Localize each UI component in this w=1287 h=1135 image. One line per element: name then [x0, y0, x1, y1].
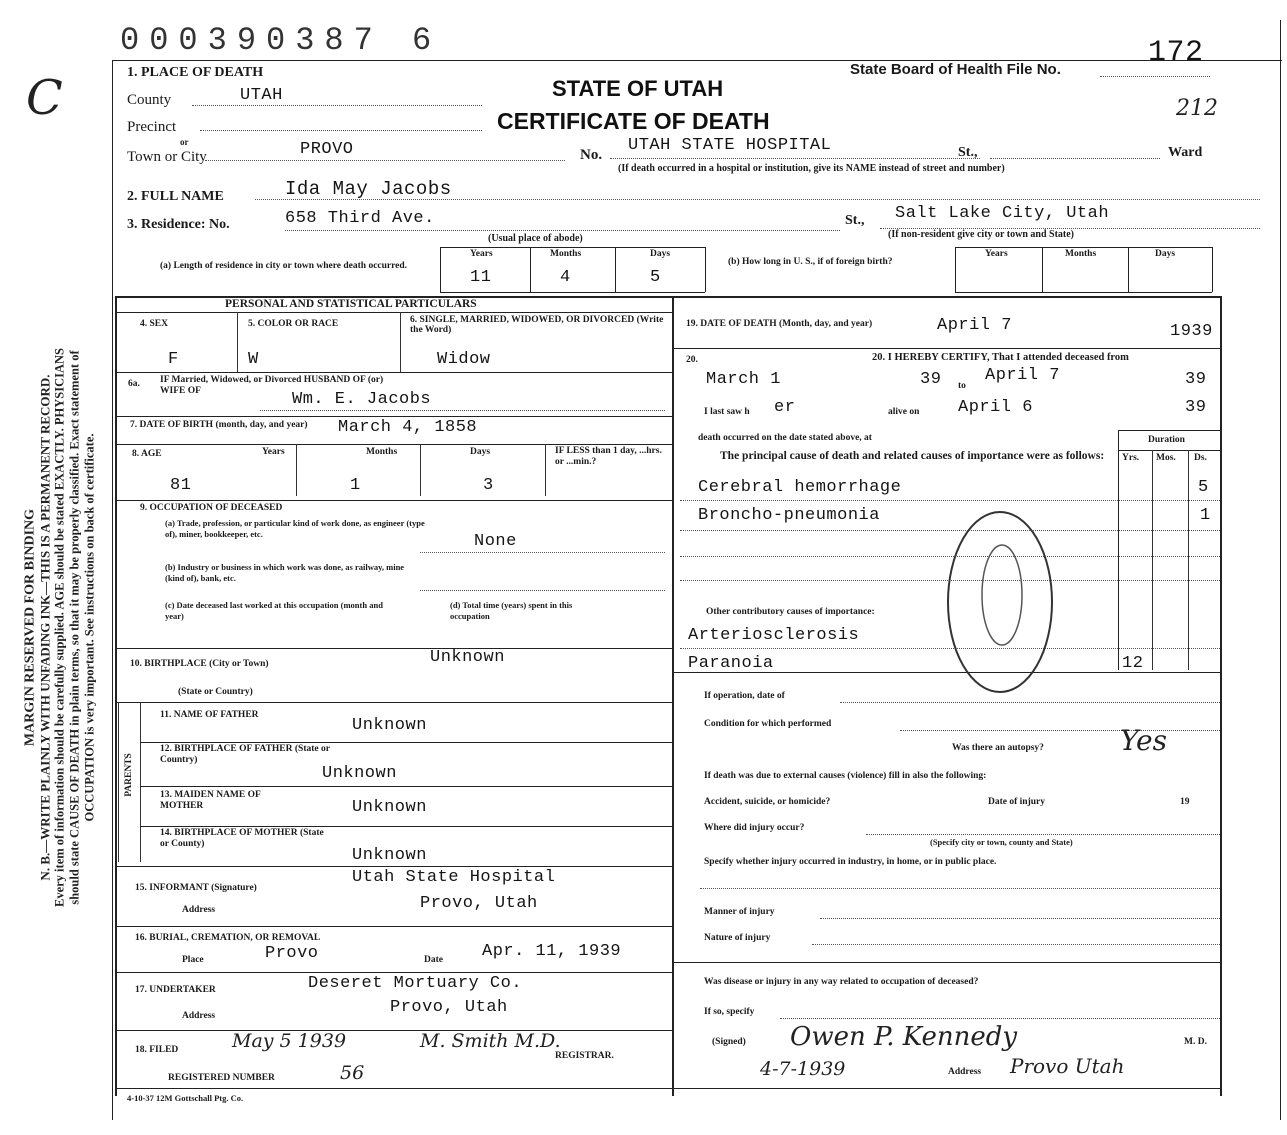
- last-saw-year: 39: [1185, 398, 1207, 417]
- last-saw-her: er: [774, 398, 796, 417]
- contrib-2: Paranoia: [688, 654, 774, 673]
- burial-place-label: Place: [182, 955, 204, 965]
- undertaker-address: Provo, Utah: [390, 998, 508, 1017]
- cause-1-days: 5: [1198, 478, 1209, 497]
- personal-section-title: PERSONAL AND STATISTICAL PARTICULARS: [225, 298, 477, 310]
- margin-line-2: N. B.—WRITE PLAINLY WITH UNFADING INK—THIS IS A PERMANENT RECORD.: [37, 374, 53, 881]
- filed-value: May 5 1939: [232, 1030, 347, 1052]
- column-divider: [672, 296, 674, 1096]
- residence-street: 658 Third Ave.: [285, 209, 435, 228]
- registered-number-label: REGISTERED NUMBER: [168, 1073, 275, 1083]
- sign-date: 4-7-1939: [760, 1058, 846, 1080]
- attended-to: April 7: [985, 366, 1060, 385]
- injury-date-label: Date of injury: [988, 797, 1045, 807]
- age-months: 1: [350, 476, 361, 495]
- specify-label: If so, specify: [704, 1007, 755, 1017]
- certify-num: 20.: [686, 355, 698, 365]
- registrar-signature: M. Smith M.D.: [420, 1030, 561, 1052]
- certificate-title: CERTIFICATE OF DEATH: [497, 108, 770, 134]
- color-label: 5. COLOR OR RACE: [248, 319, 339, 329]
- birthplace-value: Unknown: [430, 648, 505, 667]
- marital-label: 6. SINGLE, MARRIED, WIDOWED, OR DIVORCED (Write the Word): [410, 315, 664, 335]
- margin-line-3: Every item of information should be carefully supplied. AGE should be stated EXACTLY. PHYSICIANS: [52, 348, 67, 907]
- mother-name: Unknown: [352, 798, 427, 817]
- state-title: STATE OF UTAH: [552, 76, 724, 101]
- dob-value: March 4, 1858: [338, 418, 478, 437]
- printer-line: 4-10-37 12M Gottschall Ptg. Co.: [127, 1093, 244, 1103]
- mother-birthplace: Unknown: [352, 846, 427, 865]
- full-name-value: Ida May Jacobs: [285, 178, 452, 200]
- birthplace-label: 10. BIRTHPLACE (City or Town): [130, 659, 269, 669]
- institution-value: UTAH STATE HOSPITAL: [628, 136, 832, 155]
- manner-label: Manner of injury: [704, 907, 775, 917]
- death-date-label: 19. DATE OF DEATH (Month, day, and year): [686, 319, 873, 329]
- autopsy-value: Yes: [1120, 724, 1167, 757]
- physician-address-label: Address: [948, 1067, 982, 1077]
- residence-city: Salt Lake City, Utah: [895, 204, 1110, 223]
- or-label: or: [180, 137, 189, 147]
- ward-label: Ward: [1168, 145, 1203, 160]
- residence-st-label: St.,: [845, 213, 865, 228]
- registrar-label: REGISTRAR.: [555, 1051, 614, 1061]
- age-label: 8. AGE: [132, 449, 162, 459]
- attended-from-year: 39: [920, 370, 942, 389]
- attended-from: March 1: [706, 370, 781, 389]
- years-header: Years: [470, 249, 493, 259]
- age-years-header: Years: [262, 447, 285, 457]
- margin-line-1: MARGIN RESERVED FOR BINDING: [22, 508, 38, 747]
- industry-label: Specify whether injury occurred in industry, in home, or in public place.: [704, 857, 997, 867]
- street-no-label: No.: [580, 147, 603, 163]
- place-section-label: 1. PLACE OF DEATH: [127, 65, 264, 80]
- filed-label: 18. FILED: [135, 1045, 179, 1055]
- foreign-days-header: Days: [1155, 249, 1176, 259]
- file-no-label: State Board of Health File No.: [850, 61, 1061, 78]
- occupation-related-label: Was disease or injury in any way related to occupation of deceased?: [704, 977, 979, 987]
- residence-length-label: (a) Length of residence in city or town where death occurred.: [160, 261, 408, 271]
- foreign-birth-label: (b) How long in U. S., if of foreign birth?: [728, 257, 893, 267]
- external-label: If death was due to external causes (violence) fill in also the following:: [704, 771, 987, 781]
- occupation-label: 9. OCCUPATION OF DECEASED: [140, 503, 283, 513]
- color-value: W: [248, 350, 259, 369]
- undertaker-value: Deseret Mortuary Co.: [308, 974, 523, 993]
- occupation-c-label: (c) Date deceased last worked at this occupation (month and year): [165, 600, 383, 621]
- last-saw-label: I last saw h: [704, 407, 750, 417]
- informant-address: Provo, Utah: [420, 894, 538, 913]
- contrib-1: Arteriosclerosis: [688, 626, 860, 645]
- signed-label: (Signed): [712, 1037, 746, 1047]
- duration-yrs: Yrs.: [1122, 453, 1140, 463]
- foreign-months-header: Months: [1065, 249, 1097, 259]
- institution-note: (If death occurred in a hospital or institution, give its NAME instead of street and number): [618, 163, 1005, 174]
- full-name-label: 2. FULL NAME: [127, 189, 224, 204]
- contrib-2-years: 12: [1122, 654, 1144, 673]
- attended-to-year: 39: [1185, 370, 1207, 389]
- left-binding-rule: [112, 60, 113, 1120]
- accident-label: Accident, suicide, or homicide?: [704, 797, 831, 807]
- contrib-label: Other contributory causes of importance:: [706, 607, 875, 617]
- age-days-header: Days: [470, 447, 491, 457]
- sex-value: F: [168, 350, 179, 369]
- dob-label: 7. DATE OF BIRTH (month, day, and year): [130, 420, 308, 430]
- st-label: St.,: [958, 145, 978, 160]
- age-months-header: Months: [366, 447, 398, 457]
- cause-2-days: 1: [1200, 506, 1211, 525]
- registered-number: 56: [340, 1062, 365, 1084]
- town-label: Town or City: [127, 149, 207, 165]
- marital-value: Widow: [437, 350, 491, 369]
- physician-signature: Owen P. Kennedy: [790, 1022, 1018, 1052]
- duration-ds: Ds.: [1194, 453, 1207, 463]
- occupation-a-label: (a) Trade, profession, or particular kind of work done, as engineer (type of), miner, bookkeeper, etc.: [165, 518, 425, 539]
- where-label: Where did injury occur?: [704, 823, 805, 833]
- autopsy-label: Was there an autopsy?: [952, 743, 1044, 753]
- informant-address-label: Address: [182, 905, 216, 915]
- serial-number: 000390387 6: [120, 22, 442, 59]
- foreign-years-header: Years: [985, 249, 1008, 259]
- nature-label: Nature of injury: [704, 933, 771, 943]
- town-value: PROVO: [300, 140, 354, 159]
- father-birthplace: Unknown: [322, 764, 397, 783]
- undertaker-address-label: Address: [182, 1011, 216, 1021]
- burial-label: 16. BURIAL, CREMATION, OR REMOVAL: [135, 933, 321, 943]
- condition-label: Condition for which performed: [704, 719, 832, 729]
- death-year: 1939: [1170, 322, 1213, 341]
- burial-date: Apr. 11, 1939: [482, 942, 622, 961]
- age-days: 3: [483, 476, 494, 495]
- county-label: County: [127, 92, 172, 108]
- to-label: to: [958, 381, 966, 391]
- injury-year: 19: [1180, 797, 1190, 807]
- top-rule: [112, 60, 1282, 61]
- cause-2: Broncho-pneumonia: [698, 506, 880, 525]
- res-days: 5: [650, 268, 661, 287]
- duration-mos: Mos.: [1156, 453, 1176, 463]
- margin-text: [23, 128, 98, 1128]
- spouse-value: Wm. E. Jacobs: [292, 390, 432, 409]
- res-months: 4: [560, 268, 571, 287]
- days-header: Days: [650, 249, 671, 259]
- mother-birthplace-label: 14. BIRTHPLACE OF MOTHER (State or County): [160, 828, 324, 849]
- occupation-value: None: [474, 532, 517, 551]
- informant-label: 15. INFORMANT (Signature): [135, 883, 257, 893]
- spouse-label-num: 6a.: [128, 379, 140, 389]
- mother-name-label: 13. MAIDEN NAME OF MOTHER: [160, 790, 261, 811]
- burial-place: Provo: [265, 944, 319, 963]
- father-birthplace-label: 12. BIRTHPLACE OF FATHER (State or Country): [160, 744, 330, 765]
- physician-address: Provo Utah: [1010, 1054, 1125, 1078]
- father-name-label: 11. NAME OF FATHER: [160, 710, 259, 720]
- cause-1: Cerebral hemorrhage: [698, 478, 902, 497]
- res-years: 11: [470, 268, 492, 287]
- father-name: Unknown: [352, 716, 427, 735]
- undertaker-label: 17. UNDERTAKER: [135, 985, 216, 995]
- precinct-label: Precinct: [127, 119, 177, 135]
- specify-place-note: (Specify city or town, county and State): [930, 837, 1073, 847]
- residence-label: 3. Residence: No.: [127, 217, 230, 232]
- duration-label: Duration: [1148, 435, 1185, 445]
- corner-mark: C: [26, 70, 63, 126]
- oval-stamp: [940, 505, 1060, 700]
- burial-date-label: Date: [424, 955, 443, 965]
- age-less-label: IF LESS than 1 day, ...hrs. or ...min.?: [555, 446, 662, 467]
- handwritten-file-no: 212: [1176, 96, 1218, 121]
- operation-label: If operation, date of: [704, 691, 785, 701]
- last-saw-date: April 6: [958, 398, 1033, 417]
- months-header: Months: [550, 249, 582, 259]
- occupation-d-label: (d) Total time (years) spent in this occupation: [450, 600, 573, 621]
- certify-label: 20. I HEREBY CERTIFY, That I attended deceased from: [872, 352, 1129, 363]
- informant-value: Utah State Hospital: [352, 868, 556, 887]
- margin-line-4: should state CAUSE OF DEATH in plain terms, so that it may be properly classified. Exact statement of: [67, 350, 82, 905]
- death-date: April 7: [937, 316, 1012, 335]
- county-value: UTAH: [240, 86, 283, 105]
- age-years: 81: [170, 476, 192, 495]
- occupation-b-label: (b) Industry or business in which work was done, as railway, mine (kind of), bank, etc.: [165, 562, 405, 583]
- right-edge-rule: [1280, 20, 1281, 1120]
- causes-label: The principal cause of death and related causes of importance were as follows:: [720, 450, 1105, 462]
- usual-abode-note: (Usual place of abode): [488, 233, 583, 244]
- occurred-label: death occurred on the date stated above, at: [698, 433, 872, 443]
- md-label: M. D.: [1184, 1037, 1207, 1047]
- alive-label: alive on: [888, 407, 920, 417]
- nonresident-note: (If non-resident give city or town and State): [888, 229, 1075, 240]
- sex-label: 4. SEX: [140, 319, 168, 329]
- parents-label: PARENTS: [123, 753, 134, 797]
- spouse-label: IF Married, Widowed, or Divorced HUSBAND OF (or) WIFE OF: [160, 375, 384, 396]
- file-no: 172: [1148, 36, 1204, 70]
- margin-line-5: OCCUPATION is very important. See instructions on back of certificate.: [82, 433, 97, 822]
- birthplace-state-label: (State or Country): [178, 687, 253, 697]
